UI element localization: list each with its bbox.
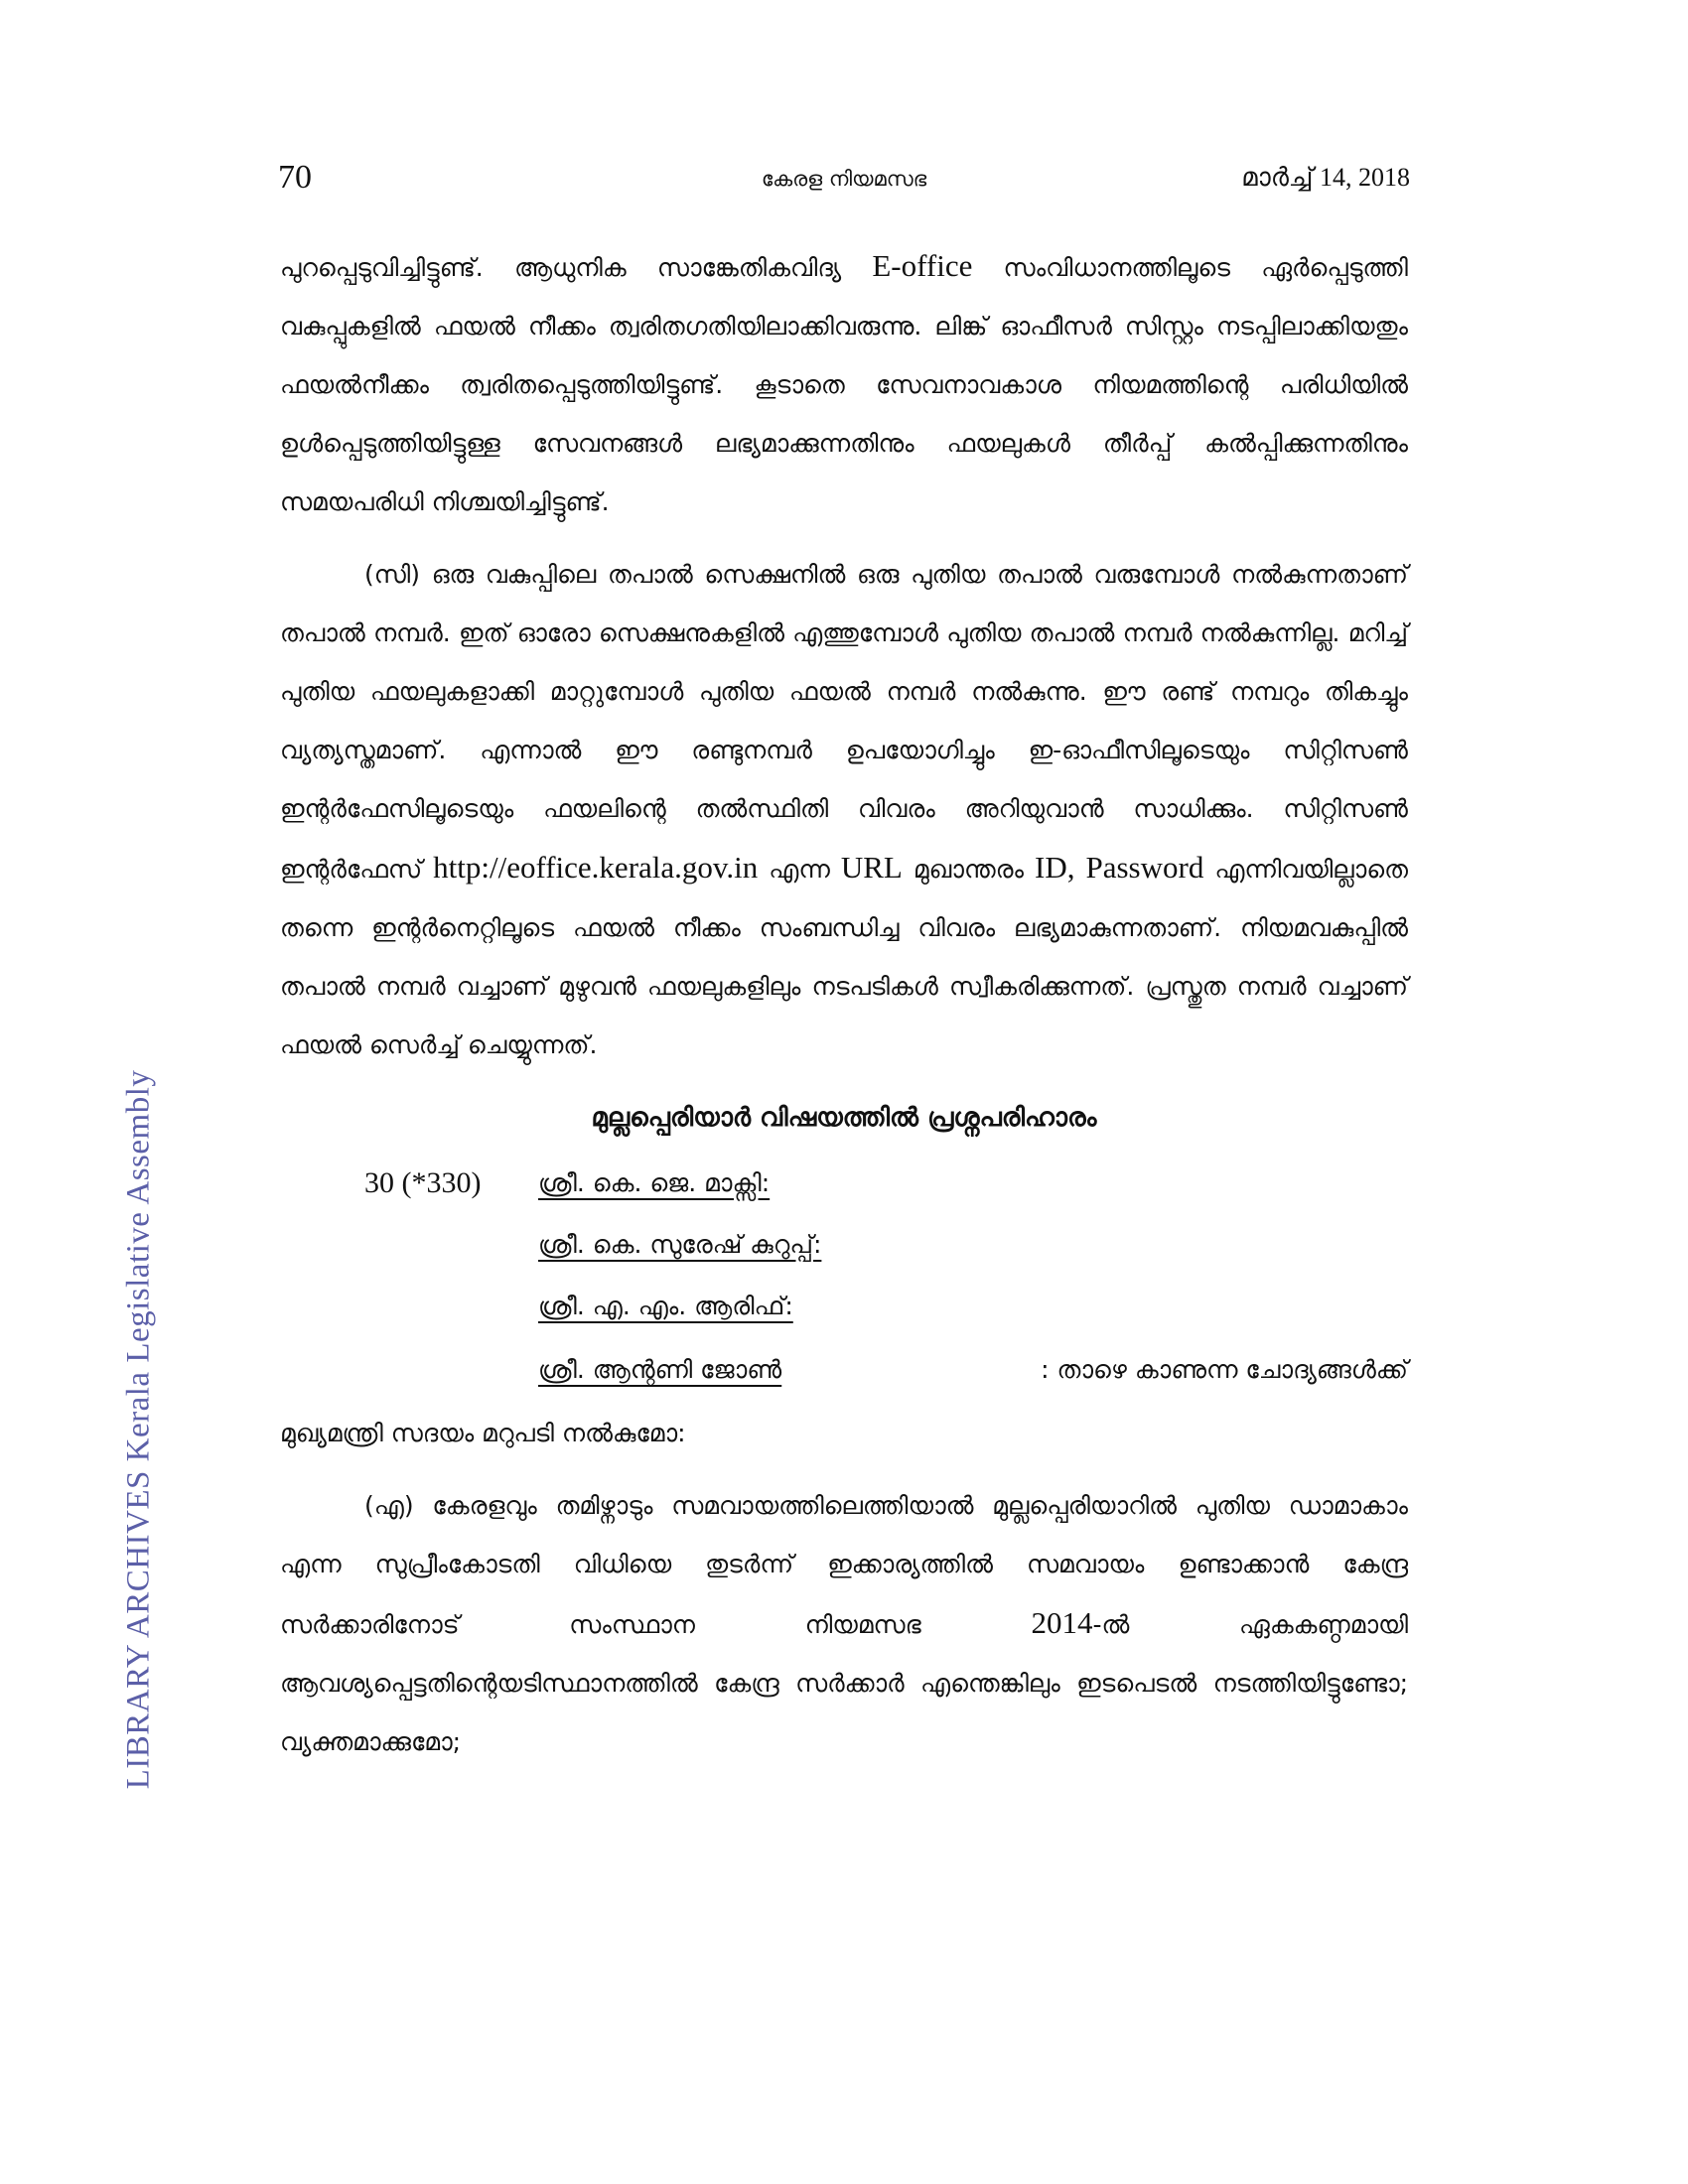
question-part-a [280, 1476, 1408, 1771]
question-heading: മുല്ലപ്പെരിയാർ വിഷയത്തിൽ പ്രശ്നപരിഹാരം [591, 1103, 1097, 1133]
page-header [278, 159, 1410, 208]
paragraph-2-text-c: മുഖാന്തരം [902, 855, 1035, 884]
paragraph-2-text-a: (സി) ഒരു വകുപ്പിലെ തപാൽ സെക്ഷനിൽ ഒരു പുതിയ തപാൽ വരുമ്പോൾ നൽകുന്നതാണ് തപാൽ നമ്പർ. ഇത് ഓരോ സെക്ഷനുകളിൽ എത്തുമ്പോൾ പുതിയ തപാൽ നമ്പർ നൽകുന്നില്ല. മറിച്ച് പുതിയ ഫയലുകളാക്കി മാറ്റുമ്പോൾ പുതിയ ഫയൽ നമ്പർ നൽകുന്നു. ഈ രണ്ട് നമ്പറും തികച്ചും വ്യത്യസ്തമാണ്. എന്നാൽ ഈ രണ്ടുനമ്പർ ഉപയോഗിച്ചും ഇ-ഓഫീസിലൂടെയും സിറ്റിസൺ ഇന്റർഫേസിലൂടെയും ഫയലിന്റെ തൽസ്ഥിതി വിവരം അറിയുവാൻ സാധിക്കും. സിറ്റിസൺ ഇന്റർഫേസ് [280, 560, 1408, 884]
running-title: കേരള നിയമസഭ [761, 167, 927, 191]
header-date: മാർച്ച് 14, 2018 [1241, 163, 1410, 192]
paragraph-3-text-b: -ൽ ഏകകണ്ഠമായി ആവശ്യപ്പെട്ടതിന്റെയടിസ്ഥാനത്തിൽ കേന്ദ്ര സർക്കാർ എന്തെങ്കിലും ഇടപെടൽ നടത്തിയിട്ടുണ്ടോ; വ്യക്തമാക്കുമോ; [280, 1610, 1408, 1756]
paragraph-answer-continued [280, 236, 1408, 531]
question-lead-in-line [538, 1340, 1408, 1400]
year-number: 2014 [1031, 1605, 1093, 1640]
question-number: 30 (*330) [364, 1166, 482, 1199]
paragraph-2-text-b: എന്ന [758, 855, 841, 884]
paragraph-3-text-a: (എ) കേരളവും തമിഴ്നാടും സമവായത്തിലെത്തിയാൽ മുല്ലപ്പെരിയാറിൽ പുതിയ ഡാമാകാം എന്ന സുപ്രീംകോടതി വിധിയെ തുടർന്ന് ഇക്കാര്യത്തിൽ സമവായം ഉണ്ടാക്കാൻ കേന്ദ്ര സർക്കാരിനോട് സംസ്ഥാന നിയമസഭ [280, 1491, 1408, 1639]
member-name: ശ്രീ. കെ. ജെ. മാക്സി: [538, 1168, 771, 1197]
page-number: 70 [278, 159, 312, 196]
member-name: ശ്രീ. എ. എം. ആരിഫ്: [538, 1292, 793, 1320]
url-word: URL [840, 850, 903, 885]
id-word: ID, [1035, 850, 1075, 885]
member-name: ശ്രീ. കെ. സുരേഷ് കുറുപ്പ്: [538, 1230, 822, 1259]
eoffice-url: http://eoffice.kerala.gov.in [433, 850, 759, 885]
question-members [280, 1154, 1408, 1404]
paragraph-1-text-a: പുറപ്പെടുവിച്ചിട്ടുണ്ട്. ആധുനിക സാങ്കേതികവിദ്യ [280, 253, 873, 282]
paragraph-answer-c [280, 545, 1408, 1074]
paragraph-1-text-b: സംവിധാനത്തിലൂടെ ഏർപ്പെടുത്തി വകുപ്പുകളിൽ ഫയൽ നീക്കം ത്വരിതഗതിയിലാക്കിവരുന്നു. ലിങ്ക് ഓഫീസർ സിസ്റ്റം നടപ്പിലാക്കിയതും ഫയൽനീക്കം ത്വരിതപ്പെടുത്തിയിട്ടുണ്ട്. കൂടാതെ സേവനാവകാശ നിയമത്തിന്റെ പരിധിയിൽ ഉൾപ്പെടുത്തിയിട്ടുള്ള സേവനങ്ങൾ ലഭ്യമാക്കുന്നതിനും ഫയലുകൾ തീർപ്പ് കൽപ്പിക്കുന്നതിനും സമയപരിധി നിശ്ചയിച്ചിട്ടുണ്ട്. [280, 253, 1408, 516]
member-name: ശ്രീ. ആന്റണി ജോൺ [538, 1355, 782, 1384]
archive-watermark: LIBRARY ARCHIVES Kerala Legislative Assembly [120, 1069, 157, 1790]
document-body [280, 236, 1408, 1771]
paragraph-2-text-d: എന്നിവയില്ലാതെ തന്നെ ഇന്റർനെറ്റിലൂടെ ഫയൽ നീക്കം സംബന്ധിച്ച വിവരം ലഭ്യമാകുന്നതാണ്. നിയമവകുപ്പിൽ തപാൽ നമ്പർ വച്ചാണ് മുഴുവൻ ഫയലുകളിലും നടപടികൾ സ്വീകരിക്കുന്നത്. പ്രസ്തുത നമ്പർ വച്ചാണ് ഫയൽ സെർച്ച് ചെയ്യുന്നത്. [280, 855, 1409, 1059]
question-lead-in: : താഴെ കാണുന്ന ചോദ്യങ്ങൾക്ക് [1041, 1355, 1408, 1384]
question-lead-in-continued: മുഖ്യമന്ത്രി സദയം മറുപടി നൽകുമോ: [280, 1419, 686, 1447]
password-word: Password [1085, 850, 1204, 885]
eoffice-term: E-office [872, 248, 973, 283]
